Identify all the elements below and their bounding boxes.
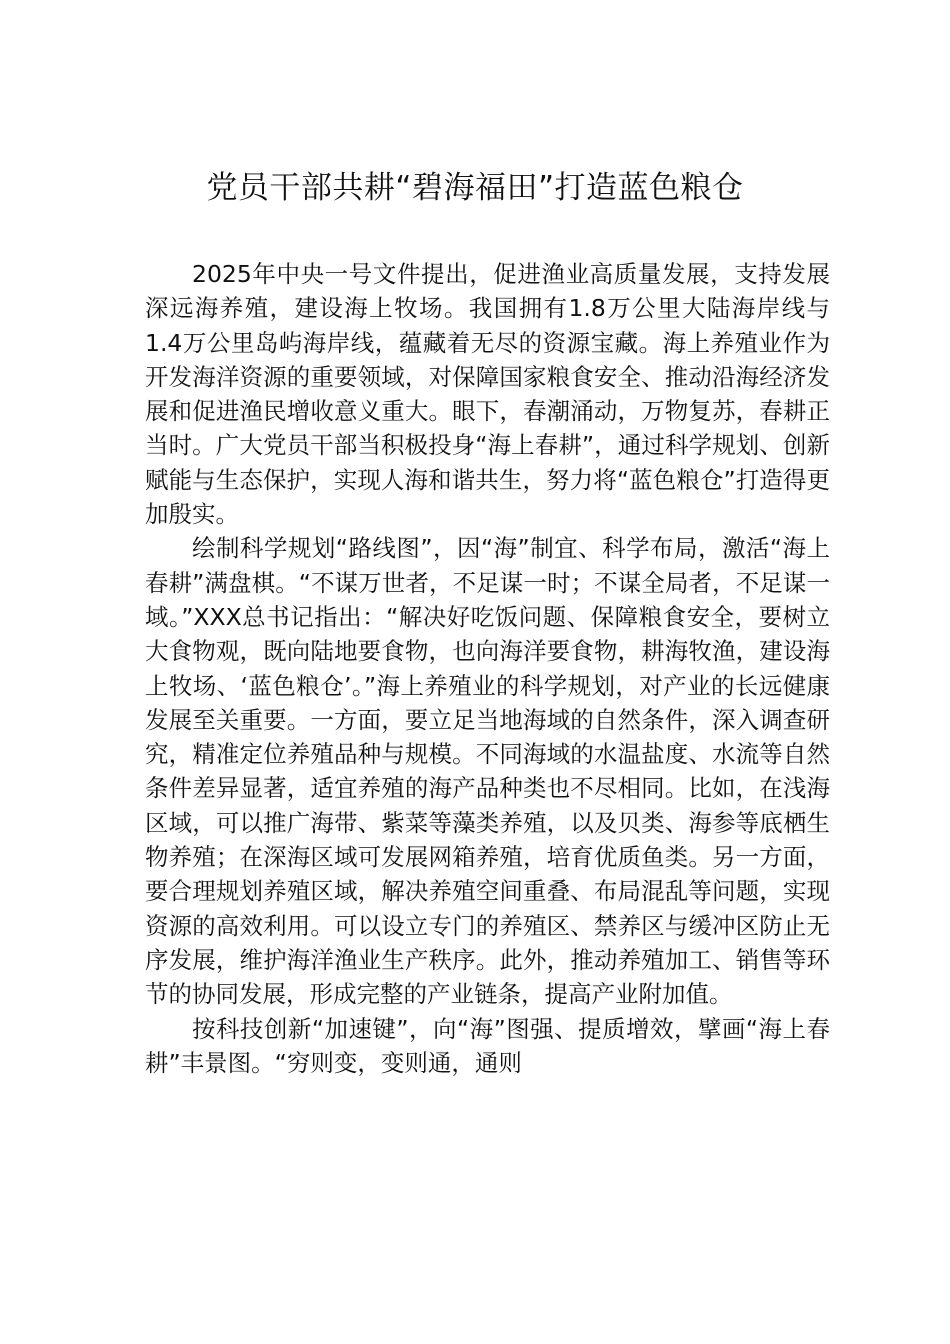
paragraph-3: 按科技创新“加速键”，向“海”图强、提质增效，擘画“海上春耕”丰景图。“穷则变，变则通，通则: [145, 1014, 830, 1077]
paragraph-1: 2025年中央一号文件提出，促进渔业高质量发展，支持发展深远海养殖，建设海上牧场。我国拥有1.8万公里大陆海岸线与1.4万公里岛屿海岸线，蕴藏着无尽的资源宝藏。海上养殖业作为开发海洋资源的重要领域，对保障国家粮食安全、推动沿海经济发展和促进渔民增收意义重大。眼下，春潮涌动，万物复苏，春耕正当时。广大党员干部当积极投身“海上春耕”，通过科学规划、创新赋能与生态保护，实现人海和谐共生，努力将“蓝色粮仓”打造得更加殷实。: [145, 260, 830, 529]
document-body: [145, 257, 830, 1080]
document-title: 党员干部共耕“碧海福田”打造蓝色粮仓: [206, 170, 744, 206]
paragraph-2: 绘制科学规划“路线图”，因“海”制宜、科学布局，激活“海上春耕”满盘棋。“不谋万世者，不足谋一时；不谋全局者，不足谋一域。”XXX总书记指出：“解决好吃饭问题、保障粮食安全，要树立大食物观，既向陆地要食物，也向海洋要食物，耕海牧渔，建设海上牧场、‘蓝色粮仓’。”海上养殖业的科学规划，对产业的长远健康发展至关重要。一方面，要立足当地海域的自然条件，深入调查研究，精准定位养殖品种与规模。不同海域的水温盐度、水流等自然条件差异显著，适宜养殖的海产品种类也不尽相同。比如，在浅海区域，可以推广海带、紫菜等藻类养殖，以及贝类、海参等底栖生物养殖；在深海区域可发展网箱养殖，培育优质鱼类。另一方面，要合理规划养殖区域，解决养殖空间重叠、布局混乱等问题，实现资源的高效利用。可以设立专门的养殖区、禁养区与缓冲区防止无序发展，维护海洋渔业生产秩序。此外，推动养殖加工、销售等环节的协同发展，形成完整的产业链条，提高产业附加值。: [145, 534, 830, 1009]
